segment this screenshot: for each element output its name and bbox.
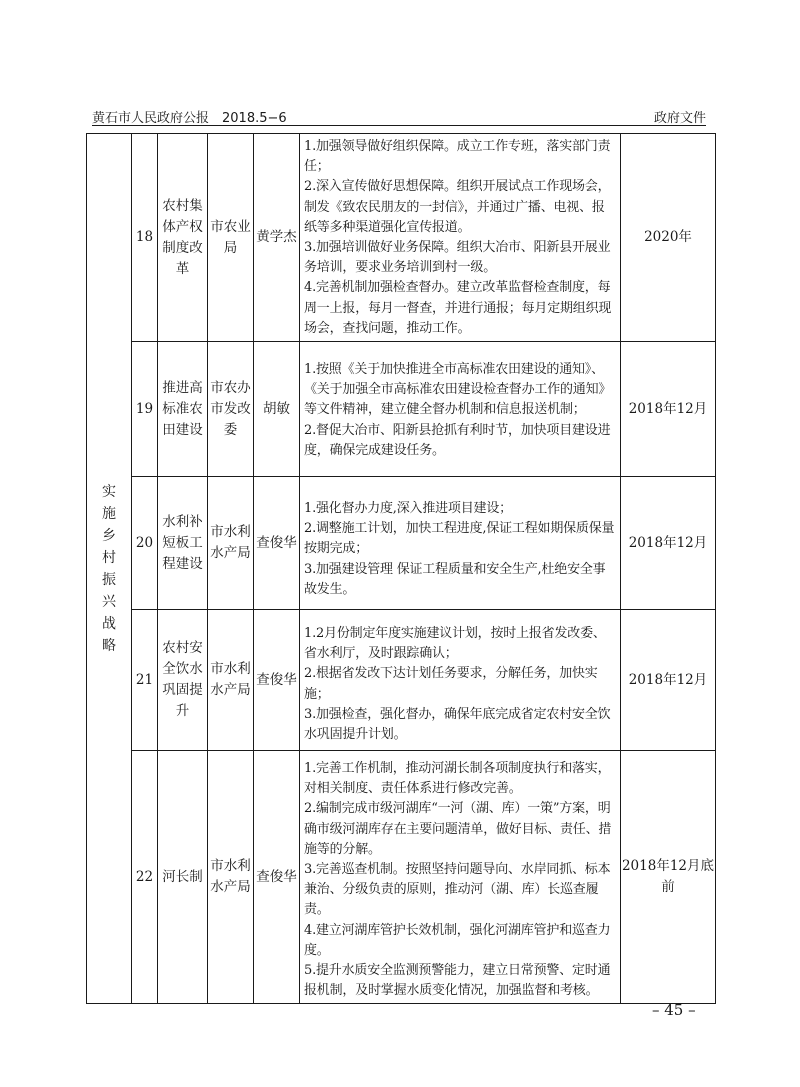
section-title: 政府文件 (653, 111, 706, 126)
measure-item: 3.完善巡查机制。按照坚持问题导向、水岸同抓、标本兼治、分级负责的原则，推动河（湖、库）长巡查履责。 (304, 862, 611, 918)
measure-item: 2.督促大冶市、阳新县抢抓有利时节，加快项目建设进度，确保完成建设任务。 (304, 422, 611, 458)
project-name: 推进高标准农田建设 (158, 342, 208, 477)
responsible-department: 市水利水产局 (208, 610, 254, 751)
project-name: 农村集体产权制度改革 (158, 134, 208, 342)
measures-cell (300, 134, 621, 342)
category-label: 实施乡村振兴战略 (102, 483, 116, 654)
responsible-department: 市水利水产局 (208, 751, 254, 1004)
table-row (87, 477, 716, 610)
measure-item: 2.根据省发改下达计划任务要求，分解任务，加快实施； (304, 666, 598, 702)
measure-item: 1.加强领导做好组织保障。成立工作专班，落实部门责任； (304, 139, 611, 175)
responsible-leader: 胡敏 (254, 342, 300, 477)
measures-cell (300, 342, 621, 477)
measure-item: 1.按照《关于加快推进全市高标准农田建设的通知》、《关于加强全市高标准农田建设检查督办工作的通知》等文件精神，建立健全督办机制和信息报送机制； (304, 362, 612, 418)
row-number: 21 (132, 610, 158, 751)
measure-item: 5.提升水质安全监测预警能力，建立日常预警、定时通报机制，及时掌握水质变化情况，加强监督和考核。 (304, 963, 611, 999)
deadline: 2018年12月底前 (621, 751, 716, 1004)
table-row (87, 342, 716, 477)
responsible-department: 市农办市发改委 (208, 342, 254, 477)
row-number: 19 (132, 342, 158, 477)
measure-item: 4.建立河湖库管护长效机制，强化河湖库管护和巡查力度。 (304, 922, 611, 958)
responsible-leader: 黄学杰 (254, 134, 300, 342)
task-table (86, 133, 716, 1004)
deadline: 2018年12月 (621, 477, 716, 610)
table-row (87, 751, 716, 1004)
measure-item: 2.深入宣传做好思想保障。组织开展试点工作现场会，制发《致农民朋友的一封信》，并通过广播、电视、报纸等多种渠道强化宣传报道。 (304, 179, 611, 235)
responsible-department: 市水利水产局 (208, 477, 254, 610)
deadline: 2018年12月 (621, 610, 716, 751)
row-number: 18 (132, 134, 158, 342)
responsible-department: 市农业局 (208, 134, 254, 342)
measure-item: 1.完善工作机制，推动河湖长制各项制度执行和落实，对相关制度、责任体系进行修改完善。 (304, 761, 611, 797)
measure-item: 3.加强检查，强化督办，确保年底完成省定农村安全饮水巩固提升计划。 (304, 706, 611, 743)
page-number: – 45 – (652, 1001, 696, 1019)
measures-cell (300, 477, 621, 610)
measure-item: 1.强化督办力度,深入推进项目建设； (304, 501, 512, 517)
responsible-leader: 查俊华 (254, 751, 300, 1004)
table-row (87, 134, 716, 342)
responsible-leader: 查俊华 (254, 477, 300, 610)
measure-item: 2.调整施工计划，加快工程进度,保证工程如期保质保量按期完成； (304, 521, 615, 557)
row-number: 20 (132, 477, 158, 610)
row-number: 22 (132, 751, 158, 1004)
category-cell (87, 134, 132, 1004)
table-row (87, 610, 716, 751)
project-name: 河长制 (158, 751, 208, 1004)
deadline: 2018年12月 (621, 342, 716, 477)
measure-item: 3.加强建设管理 保证工程质量和安全生产,杜绝安全事故发生。 (304, 561, 606, 597)
measures-cell (300, 751, 621, 1004)
publication-title: 黄石市人民政府公报 2018.5−6 (92, 111, 287, 126)
page-header (92, 103, 706, 125)
project-name: 水利补短板工程建设 (158, 477, 208, 610)
measures-cell (300, 610, 621, 751)
header-rule (92, 125, 706, 126)
measure-item: 2.编制完成市级河湖库“一河（湖、库）一策”方案，明确市级河湖库存在主要问题清单，做好目标、责任、措施等的分解。 (304, 801, 612, 857)
project-name: 农村安全饮水巩固提升 (158, 610, 208, 751)
measure-item: 1.2月份制定年度实施建议计划，按时上报省发改委、省水利厅，及时跟踪确认； (304, 626, 606, 662)
deadline: 2020年 (621, 134, 716, 342)
responsible-leader: 查俊华 (254, 610, 300, 751)
measure-item: 4.完善机制加强检查督办。建立改革监督检查制度，每周一上报，每月一督查，并进行通报；每月定期组织现场会，查找问题，推动工作。 (304, 280, 612, 336)
measure-item: 3.加强培训做好业务保障。组织大冶市、阳新县开展业务培训，要求业务培训到村一级。 (304, 240, 611, 276)
